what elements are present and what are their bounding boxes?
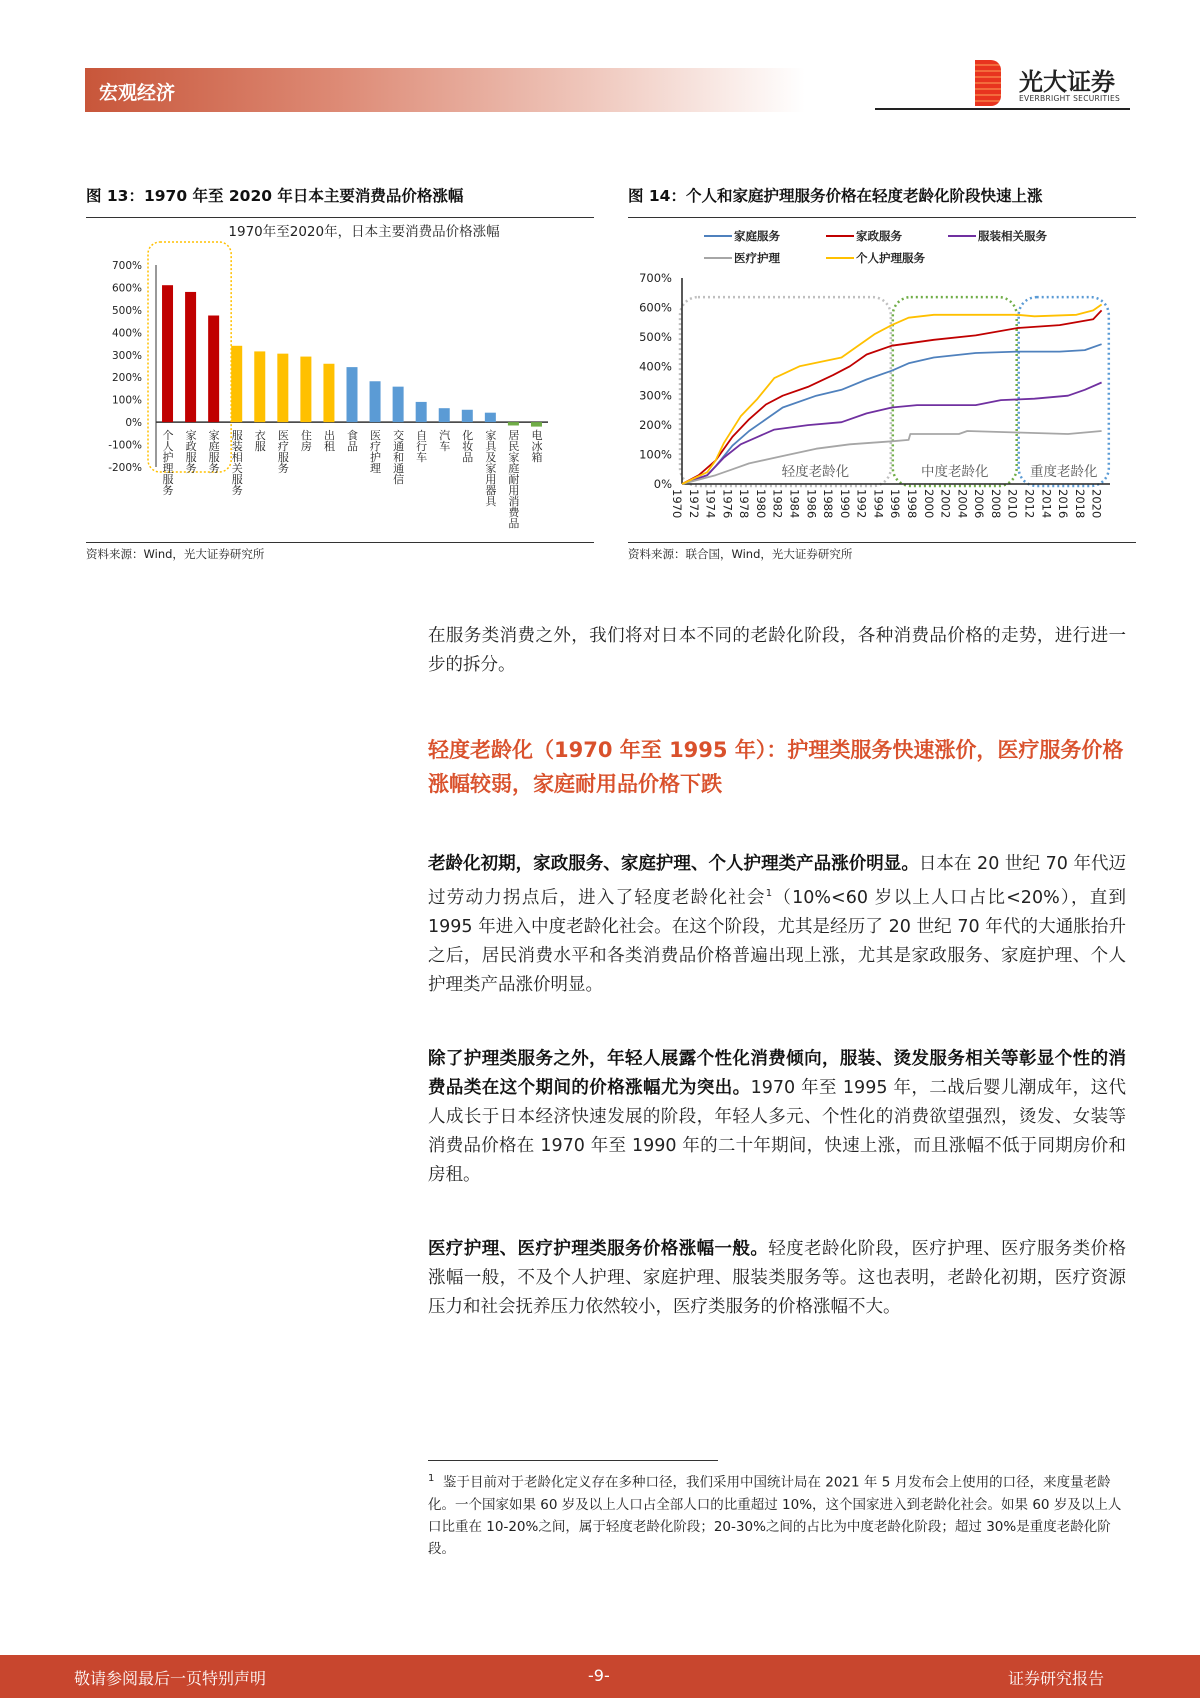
page-number: -9-	[588, 1666, 610, 1685]
x-tick-label: 食品	[345, 429, 359, 452]
stage-label: 轻度老龄化	[781, 464, 850, 480]
fig13-bar-chart	[86, 222, 594, 542]
paragraph-1-lead: 老龄化初期，家政服务、家庭护理、个人护理类产品涨价明显。	[428, 854, 919, 874]
legend-label: 家庭服务	[734, 229, 780, 243]
x-tick-label: 家庭服务	[207, 429, 221, 474]
section-heading: 轻度老龄化（1970 年至 1995 年）：护理类服务快速涨价，医疗服务价格涨幅较弱，家庭耐用品价格下跌	[428, 738, 1124, 796]
x-tick-label: 电冰箱	[529, 429, 543, 463]
x-tick-label: 1990	[837, 489, 852, 519]
bar	[162, 285, 173, 422]
legend-label: 医疗护理	[734, 251, 780, 265]
y-tick-label: 200%	[639, 418, 672, 433]
x-tick-label: 2010	[1005, 489, 1020, 519]
fig13-top-rule	[86, 217, 594, 218]
x-tick-label: 2002	[938, 489, 953, 519]
x-tick-label: 居民家庭耐用消费品	[506, 429, 520, 529]
y-tick-label: 700%	[639, 271, 672, 285]
bar	[439, 408, 450, 422]
x-tick-label: 1994	[871, 489, 886, 519]
footnote	[428, 1468, 1126, 1560]
y-tick-label: -200%	[108, 462, 142, 474]
bar	[300, 357, 311, 423]
x-tick-label: 1978	[737, 489, 752, 519]
x-tick-label: 化妆品	[460, 429, 474, 463]
footnote-text: 鉴于目前对于老龄化定义存在多种口径，我们采用中国统计局在 2021 年 5 月发布会上使用的口径，来度量老龄化。一个国家如果 60 岁及以上人口占全部人口的比重超过 10%，这个国家进入到老龄化社会。如果 60 岁及以上人口比重在 10-20%之间，属于轻度老龄化阶段；20-30%之间的占比为中度老龄化阶段；超过 30%是重度老龄化阶段。	[428, 1474, 1122, 1557]
x-tick-label: 1988	[821, 489, 836, 519]
x-tick-label: 1984	[787, 489, 802, 519]
x-tick-label: 2014	[1039, 489, 1054, 519]
x-tick-label: 2012	[1022, 489, 1037, 519]
paragraph-2-lead: 除了护理类服务之外，年轻人展露个性化消费倾向，服装、烫发服务相关等彰显个性的消费品类在这个期间的价格涨幅尤为突出。	[428, 1049, 1126, 1098]
bar	[462, 410, 473, 422]
stage-label: 重度老龄化	[1029, 464, 1098, 480]
x-tick-label: 2008	[988, 489, 1003, 519]
section-banner	[85, 68, 805, 112]
x-tick-label: 2004	[955, 489, 970, 519]
y-tick-label: 0%	[653, 477, 672, 491]
x-tick-label: 出租	[322, 429, 336, 452]
stage-label: 中度老龄化	[920, 464, 989, 480]
x-tick-label: 2018	[1072, 489, 1087, 519]
y-tick-label: 600%	[639, 300, 672, 315]
bar	[531, 422, 542, 426]
legend-label: 个人护理服务	[856, 251, 925, 265]
x-tick-label: 医疗护理	[368, 429, 382, 474]
stage-box	[893, 297, 1017, 486]
legend-label: 服装相关服务	[978, 229, 1047, 243]
x-tick-label: 2006	[972, 489, 987, 519]
footnote-rule	[428, 1460, 718, 1461]
x-tick-label: 服装相关服务	[230, 429, 244, 496]
bar	[485, 413, 496, 422]
bar	[370, 381, 381, 422]
x-tick-label: 1974	[703, 489, 718, 519]
y-tick-label: 400%	[639, 359, 672, 374]
x-tick-label: 家具及家用器具	[483, 429, 497, 507]
x-tick-label: 1996	[888, 489, 903, 519]
stage-box	[680, 297, 891, 486]
paragraph-1-text-a: 日本在 20 世纪 70 年代迈过劳动力拐点后，进入了轻度老龄化社会	[428, 854, 1127, 908]
x-tick-label: 衣服	[253, 429, 267, 452]
x-tick-label: 1976	[720, 489, 735, 519]
chart-title: 1970年至2020年，日本主要消费品价格涨幅	[228, 224, 500, 240]
page-footer	[0, 1655, 1200, 1698]
x-tick-label: 1986	[804, 489, 819, 519]
fig14-bottom-rule	[628, 542, 1136, 543]
x-tick-label: 2000	[921, 489, 936, 519]
x-tick-label: 1998	[904, 489, 919, 519]
bar	[185, 292, 196, 422]
bar	[416, 402, 427, 422]
bar	[323, 364, 334, 422]
bar	[347, 367, 358, 422]
fig14-top-rule	[628, 217, 1136, 218]
logo-name: 光大证券	[1019, 68, 1115, 96]
company-logo	[975, 60, 1135, 108]
intro-paragraph: 在服务类消费之外，我们将对日本不同的老龄化阶段，各种消费品价格的走势，进行进一步的拆分。	[428, 626, 1126, 675]
y-tick-label: 500%	[111, 304, 142, 317]
logo-mark-icon	[975, 60, 1001, 106]
x-tick-label: 家政服务	[184, 429, 198, 474]
x-tick-label: 交通和通信	[391, 429, 405, 485]
y-tick-label: -100%	[108, 439, 142, 452]
x-tick-label: 自行车	[414, 429, 428, 463]
paragraph-3-lead: 医疗护理、医疗护理类服务价格涨幅一般。	[428, 1239, 769, 1259]
x-tick-label: 2020	[1089, 489, 1104, 519]
bar	[208, 316, 219, 423]
footer-report-type: 证券研究报告	[1008, 1669, 1105, 1688]
y-tick-label: 0%	[125, 417, 142, 430]
stage-box	[1019, 297, 1109, 486]
section-title: 宏观经济	[99, 82, 176, 104]
bar	[508, 422, 519, 425]
legend-label: 家政服务	[856, 229, 902, 243]
y-tick-label: 300%	[639, 388, 672, 403]
bar	[277, 354, 288, 422]
bar	[231, 346, 242, 422]
fig13-title: 图 13：1970 年至 2020 年日本主要消费品价格涨幅	[86, 187, 464, 205]
bar	[254, 351, 265, 422]
y-tick-label: 100%	[111, 394, 142, 407]
x-tick-label: 医疗服务	[276, 429, 290, 474]
bar	[393, 387, 404, 422]
fig14-title: 图 14：个人和家庭护理服务价格在轻度老龄化阶段快速上涨	[628, 187, 1043, 205]
fig13-source: 资料来源：Wind，光大证券研究所	[86, 547, 265, 561]
logo-english: EVERBRIGHT SECURITIES	[1019, 94, 1121, 103]
y-tick-label: 200%	[111, 372, 142, 385]
x-tick-label: 1972	[686, 489, 701, 519]
y-tick-label: 100%	[639, 447, 672, 462]
footnote-number: 1	[428, 1473, 435, 1484]
y-tick-label: 400%	[111, 327, 142, 340]
y-tick-label: 700%	[111, 260, 142, 272]
paragraph-1	[428, 850, 1126, 1000]
fig14-line-chart	[628, 222, 1136, 542]
paragraph-1-text-b: （10%<60 岁以上人口占比<20%），直到 1995 年进入中度老龄化社会。在这个阶段，尤其是经历了 20 世纪 70 年代的大通胀抬升之后，居民消费水平和各类消费品价格普遍出现上涨，尤其是家政服务、家庭护理、个人护理类产品涨价明显。	[428, 887, 1127, 995]
paragraph-2	[428, 1045, 1126, 1190]
x-tick-label: 1980	[753, 489, 768, 519]
x-tick-label: 1982	[770, 489, 785, 519]
x-tick-label: 2016	[1056, 489, 1071, 519]
x-tick-label: 1992	[854, 489, 869, 519]
footnote-ref[interactable]: 1	[765, 888, 773, 899]
fig13-bottom-rule	[86, 542, 594, 543]
paragraph-3	[428, 1235, 1126, 1322]
fig14-source: 资料来源：联合国，Wind，光大证券研究所	[628, 547, 853, 561]
y-tick-label: 500%	[639, 329, 672, 344]
paragraph-3-text: 轻度老龄化阶段，医疗护理、医疗服务类价格涨幅一般，不及个人护理、家庭护理、服装类服务等。这也表明，老龄化初期，医疗资源压力和社会抚养压力依然较小，医疗类服务的价格涨幅不大。	[428, 1239, 1126, 1317]
x-tick-label: 住房	[299, 429, 313, 452]
x-tick-label: 汽车	[437, 429, 451, 452]
footer-disclaimer: 敬请参阅最后一页特别声明	[74, 1669, 267, 1688]
paragraph-2-text: 1970 年至 1995 年，二战后婴儿潮成年，这代人成长于日本经济快速发展的阶段，年轻人多元、个性化的消费欲望强烈，烫发、女装等消费品价格在 1970 年至 1990 年的二十年期间，快速上涨，而且涨幅不低于同期房价和房租。	[428, 1078, 1126, 1185]
y-tick-label: 300%	[111, 349, 142, 362]
x-tick-label: 个人护理服务	[161, 429, 175, 496]
x-tick-label: 1970	[670, 489, 684, 519]
y-tick-label: 600%	[111, 282, 142, 295]
header-rule	[875, 108, 1130, 110]
